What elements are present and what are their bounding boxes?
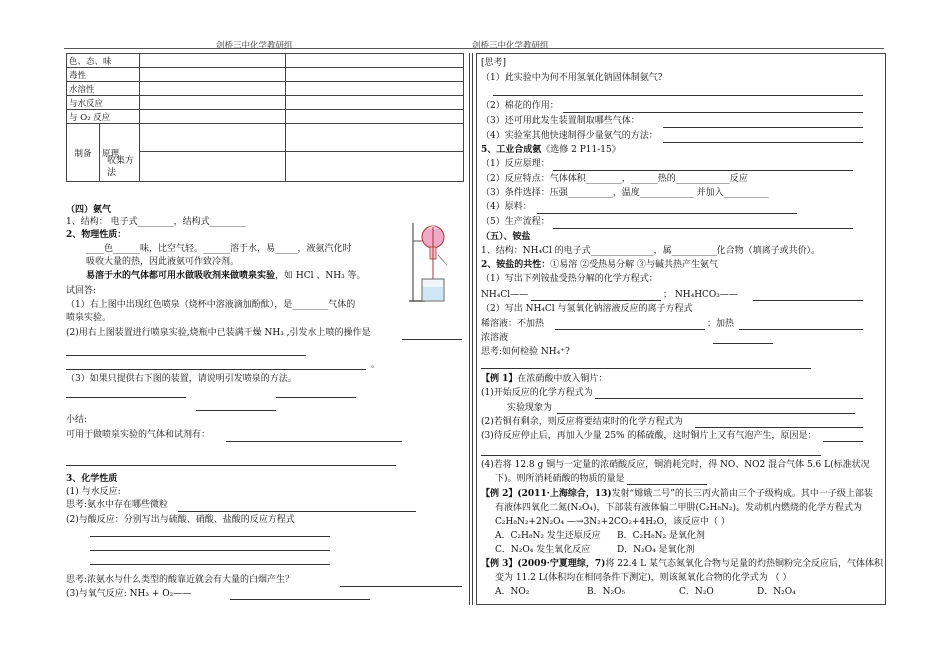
answer-line bbox=[178, 511, 416, 512]
answer-line bbox=[695, 427, 863, 428]
text-line: (3)与氧气反应: NH₃ + O₂—— bbox=[66, 589, 192, 599]
answer-line bbox=[663, 142, 863, 143]
text-line: ____色______味，比空气轻。______溶于水，易_____，液氨汽化时 bbox=[86, 244, 352, 254]
text-line: 小结: bbox=[66, 415, 88, 425]
text-line: (1)开始反应的化学方程式为 bbox=[481, 388, 593, 398]
text-line: 有液体四氧化二氮(N₂O₄)，下部装有液体偏二甲肼(C₂H₈N₂)。发动机内燃烧的化学方程式为 bbox=[495, 503, 862, 513]
option-c: C．N₂O₄ 发生氧化反应 bbox=[495, 545, 591, 555]
text-line: （4）原料： bbox=[481, 202, 532, 212]
example-3-text: 将 22.4 L 某气态氮氧化合物与足量的灼热铜粉完全反应后，气体体积 bbox=[605, 559, 883, 569]
text-line: 喷泉实验。 bbox=[66, 313, 112, 323]
text-line: （1）右上图中出现红色喷泉（烧杯中溶液滴加酚酞），是________气体的 bbox=[66, 300, 356, 310]
section-ref: 《选修 2 P11-15》 bbox=[541, 145, 621, 155]
text-line: （1）写出下列铵盐受热分解的化学方程式： bbox=[481, 274, 658, 284]
text-line: （1）此实验中为何不用氢氧化钠固体制氨气? bbox=[481, 73, 663, 83]
answer-line bbox=[66, 355, 306, 356]
answer-line bbox=[276, 397, 356, 398]
text-line: （3）条件选择：压强__________，温度____________ 并加入__________ bbox=[481, 188, 769, 198]
example-1-label: 【例 1】 bbox=[481, 374, 518, 384]
answer-line bbox=[531, 300, 661, 301]
answer-line bbox=[557, 413, 855, 414]
common-label: 2、铵盐的共性： bbox=[481, 260, 551, 270]
answer-line bbox=[340, 586, 462, 587]
text-line: （3）还可用此发生装置制取哪些气体： bbox=[481, 116, 640, 126]
text-line: ； NH₄HCO₃—— bbox=[663, 290, 738, 300]
answer-line bbox=[90, 564, 330, 565]
answer-line bbox=[553, 228, 853, 229]
answer-line bbox=[66, 397, 186, 398]
answer-line bbox=[90, 536, 330, 537]
text-line: 1、结构： 电子式________，结构式________ bbox=[66, 217, 246, 227]
answer-line bbox=[563, 112, 863, 113]
answer-line bbox=[553, 170, 853, 171]
text-line: 。 bbox=[371, 360, 381, 370]
text-line: （2）反应特点：气体体积________，______热的____________反应 bbox=[481, 174, 748, 184]
text-line: 可用于做喷泉实验的气体和试剂有： bbox=[66, 430, 211, 440]
text-line: 试回答: bbox=[66, 286, 97, 296]
text-line: (2)与酸反应：分别写出与硫酸、硝酸、盐酸的反应方程式 bbox=[66, 515, 295, 525]
example-2-text: 发射“嫦娥二号”的长三丙火箭由三个子级构成。其中一子级上部装 bbox=[611, 489, 873, 499]
text-line: C₂H₈N₂+2N₂O₄ —→3N₂+2CO₂+4H₂O，该反应中（ ） bbox=[495, 517, 730, 527]
text-line: 思考:氨水中存在哪些微粒 bbox=[66, 500, 169, 510]
text-line: (2)用右上图装置进行喷泉实验,烧瓶中已装满干燥 NH₃ ,引发水上喷的操作是 bbox=[66, 328, 371, 338]
text-line: (1) 与水反应: bbox=[66, 487, 121, 497]
example-2-label: 【例 2】(2011·上海综合，13) bbox=[481, 489, 612, 499]
think-heading: [思考] bbox=[481, 58, 507, 68]
text-line: （1）反应原理： bbox=[481, 159, 550, 169]
column-divider bbox=[469, 53, 470, 605]
fountain-apparatus-image bbox=[407, 219, 455, 305]
collect-label: 收集方法 bbox=[107, 156, 135, 178]
left-column bbox=[66, 53, 464, 605]
text-line: (2)若铜有剩余，则反应将要结束时的化学方程式为 bbox=[481, 417, 683, 427]
answer-line bbox=[481, 368, 811, 369]
make-label: 制备 bbox=[67, 124, 100, 181]
row-label: 与 O₂ 反应 bbox=[67, 110, 140, 124]
text-line: 思考:如何检验 NH₄⁺? bbox=[481, 347, 570, 357]
option-a: A．NO₂ bbox=[495, 587, 530, 597]
text-line: 吸收大量的热，因此液氨可作致冷剂。 bbox=[86, 257, 240, 267]
row-label: 水溶性 bbox=[67, 82, 140, 96]
text-line: NH₄Cl—— bbox=[481, 290, 529, 300]
option-c: C．N₂O bbox=[679, 587, 714, 597]
row-label: 与水反应 bbox=[67, 96, 140, 110]
text-line: 下)。则所消耗硝酸的物质的量是 bbox=[495, 474, 625, 484]
text-line: （4）实验室其他快速制得少量氨气的方法： bbox=[481, 131, 658, 141]
answer-line bbox=[402, 339, 462, 340]
text-line: 变为 11.2 L(体积均在相同条件下测定)，则该氮氧化合物的化学式为 （ ） bbox=[495, 573, 792, 583]
key-point: 易溶于水的气体都可用水做吸收剂来做喷泉实验 bbox=[86, 271, 276, 281]
text-line: (4)若将 12.8 g 铜与一定量的浓硝酸反应，铜消耗完时，得 NO、NO2 混合气体 5.6 L(标准状况 bbox=[481, 460, 870, 470]
answer-line bbox=[595, 398, 863, 399]
option-b: B．C₂H₈N₂ 是氧化剂 bbox=[617, 531, 705, 541]
option-b: B．N₂O₅ bbox=[587, 587, 626, 597]
answer-line bbox=[230, 599, 370, 600]
section-chem: 3、化学性质 bbox=[66, 474, 118, 484]
example-1-text: 在浓硝酸中放入铜片： bbox=[517, 374, 608, 384]
text-line: ；加热 bbox=[707, 319, 735, 329]
answer-line bbox=[555, 329, 705, 330]
answer-line bbox=[66, 369, 366, 370]
text-line: ，如 HCl 、NH₃ 等。 bbox=[275, 271, 366, 281]
text-line: (3)待反应停止后，再加入少量 25% 的稀硫酸，这时铜片上又有气泡产生，原因是： bbox=[481, 431, 817, 441]
answer-line bbox=[493, 95, 863, 96]
text-line: 2、物理性质： bbox=[66, 230, 127, 240]
answer-line bbox=[713, 343, 773, 344]
answer-line bbox=[823, 441, 863, 442]
answer-line bbox=[663, 127, 863, 128]
answer-line bbox=[627, 484, 707, 485]
text-line: 1、结构：NH₄Cl 的电子式______________，属__________化合物（填离子或共价）。 bbox=[481, 246, 821, 256]
row-label: 毒性 bbox=[67, 68, 140, 82]
answer-line bbox=[537, 213, 797, 214]
text-line: （2）写出 NH₄Cl 与氢氧化钠溶液反应的离子方程式 bbox=[481, 304, 693, 314]
text-line: （3）如果只提供右下图的装置，请说明引发喷泉的方法。 bbox=[66, 374, 297, 384]
section-ammonia: （四）氨气 bbox=[66, 205, 112, 215]
text-line: 浓溶液 bbox=[481, 333, 509, 343]
answer-line bbox=[66, 465, 396, 466]
principle-label: 原理 bbox=[102, 148, 120, 159]
column-divider bbox=[472, 53, 473, 605]
answer-line bbox=[753, 300, 863, 301]
text-line: 思考:浓氨水与什么类型的酸靠近就会有大量的白烟产生？ bbox=[66, 575, 295, 585]
section-ammonium: （五）、铵盐 bbox=[481, 232, 531, 242]
text-line: （5）生产流程： bbox=[481, 217, 550, 227]
answer-line bbox=[196, 410, 276, 411]
answer-line bbox=[226, 441, 402, 442]
header-left: 剑桥三中化学教研组 bbox=[216, 41, 293, 51]
text-line: 实验现象为 bbox=[507, 403, 553, 413]
header-rule bbox=[64, 48, 884, 49]
example-3-label: 【例 3】(2009·宁夏理综，7) bbox=[481, 559, 606, 569]
answer-line bbox=[739, 329, 863, 330]
option-a: A．C₂H₈N₂ 发生还原反应 bbox=[495, 531, 601, 541]
answer-line bbox=[481, 455, 821, 456]
header-right: 剑桥三中化学教研组 bbox=[472, 41, 549, 51]
text-line: 稀溶液：不加热 bbox=[481, 319, 545, 329]
right-column bbox=[476, 53, 886, 605]
answer-line bbox=[90, 550, 330, 551]
section-industrial: 5、工业合成氨 bbox=[481, 145, 542, 155]
common-props: ①易溶 ②受热易分解 ③与碱共热产生氨气 bbox=[550, 260, 718, 270]
option-d: D．N₂O₄ 是氧化剂 bbox=[617, 545, 695, 555]
option-d: D．N₂O₄ bbox=[757, 587, 796, 597]
row-label: 色、态、味 bbox=[67, 54, 140, 68]
text-line: （2）棉花的作用： bbox=[481, 101, 559, 111]
